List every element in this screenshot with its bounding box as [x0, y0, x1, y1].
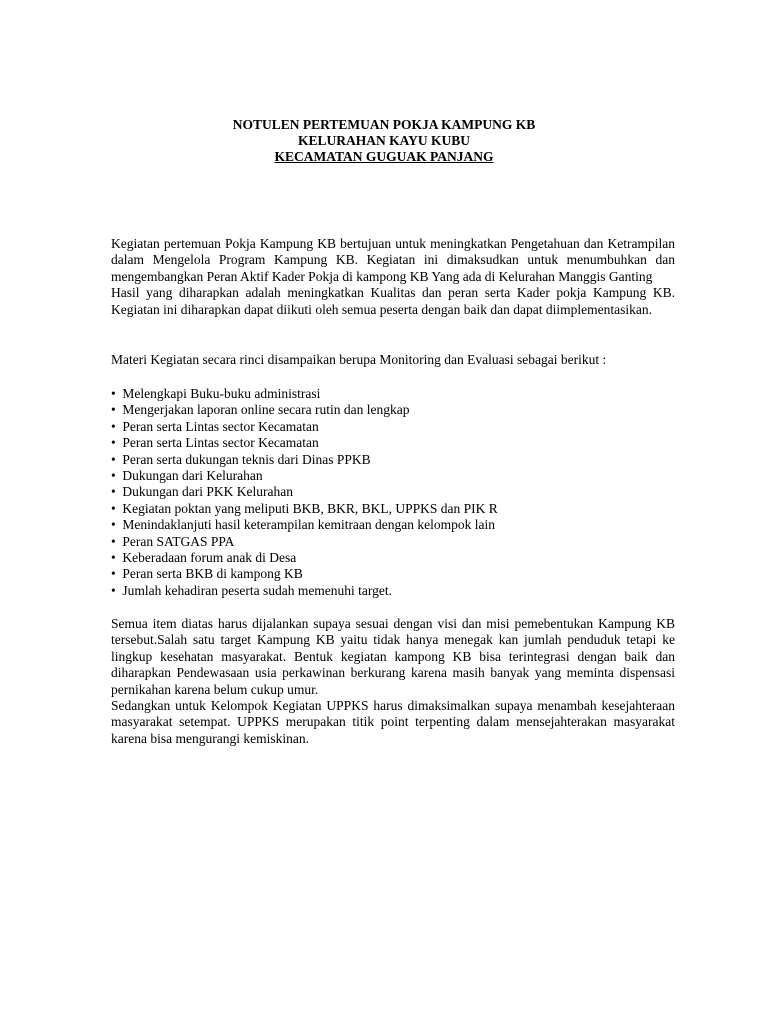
- list-item: • Dukungan dari PKK Kelurahan: [111, 484, 293, 500]
- bullet-icon: •: [111, 566, 116, 582]
- bullet-icon: •: [111, 435, 116, 451]
- intro-paragraph-2: Hasil yang diharapkan adalah meningkatkan Kualitas dan peran serta Kader pokja Kampung KB. Kegiatan ini diharapkan dapat diikuti oleh semua peserta dengan baik dan dapat diimplementasikan.: [111, 285, 675, 317]
- bullet-icon: •: [111, 386, 116, 401]
- bullet-icon: •: [111, 402, 116, 418]
- document-title: [0, 117, 768, 165]
- bullet-icon: •: [111, 533, 116, 549]
- title-line-2: KELURAHAN KAYU KUBU: [297, 133, 471, 148]
- closing-paragraph-1: Semua item diatas harus dijalankan supaya sesuai dengan visi dan misi pemebentukan Kampung KB tersebut.Salah satu target Kampung KB yaitu tidak hanya menegak kan jumlah penduduk tetapi ke lingkup kesehatan masyarakat. Bentuk kegiatan kampong KB bisa terintegrasi dengan baik dan diharapkan Pendewasaan usia perkawinan berkurang karena masih banyak yang meminta dispensasi pernikahan karena belum cukup umur.: [111, 616, 675, 697]
- list-item: • Menindaklanjuti hasil keterampilan kemitraan dengan kelompok lain: [111, 517, 496, 533]
- bullet-icon: •: [111, 468, 116, 484]
- list-item: • Peran serta Lintas sector Kecamatan: [111, 418, 319, 434]
- list-item: • Dukungan dari Kelurahan: [111, 468, 263, 484]
- intro-section: [111, 236, 675, 318]
- list-item: • Peran SATGAS PPA: [111, 533, 235, 549]
- bullet-icon: •: [111, 582, 116, 598]
- list-item: • Kegiatan poktan yang meliputi BKB, BKR, BKL, UPPKS dan PIK R: [111, 500, 498, 516]
- list-item: • Melengkapi Buku-buku administrasi: [111, 386, 321, 401]
- bullet-icon: •: [111, 500, 116, 516]
- bullet-icon: •: [111, 418, 116, 434]
- list-item: • Peran serta BKB di kampong KB: [111, 566, 303, 582]
- bullet-icon: •: [111, 484, 116, 500]
- title-line-1: NOTULEN PERTEMUAN POKJA KAMPUNG KB: [232, 117, 536, 132]
- materi-paragraph: Materi Kegiatan secara rinci disampaikan berupa Monitoring dan Evaluasi sebagai berikut :: [111, 352, 607, 367]
- bullet-icon: •: [111, 451, 116, 467]
- list-item: • Peran serta Lintas sector Kecamatan: [111, 435, 319, 451]
- closing-section: [111, 616, 675, 747]
- monitoring-list: [111, 386, 675, 599]
- bullet-icon: •: [111, 550, 116, 566]
- list-item: • Keberadaan forum anak di Desa: [111, 550, 297, 566]
- list-item: • Jumlah kehadiran peserta sudah memenuhi target.: [111, 582, 393, 598]
- closing-paragraph-2: Sedangkan untuk Kelompok Kegiatan UPPKS harus dimaksimalkan supaya menambah kesejahteraan masyarakat setempat. UPPKS merupakan titik point terpenting dalam mensejahterakan masyarakat karena bisa mengurangi kemiskinan.: [111, 698, 675, 746]
- list-item: • Peran serta dukungan teknis dari Dinas PPKB: [111, 451, 371, 467]
- title-line-3: KECAMATAN GUGUAK PANJANG: [274, 149, 494, 164]
- bullet-icon: •: [111, 517, 116, 533]
- intro-paragraph-1: Kegiatan pertemuan Pokja Kampung KB bertujuan untuk meningkatkan Pengetahuan dan Ketrampilan dalam Mengelola Program Kampung KB. Kegiatan ini dimaksudkan untuk menumbuhkan dan mengembangkan Peran Aktif Kader Pokja di kampong KB Yang ada di Kelurahan Manggis Ganting: [111, 236, 675, 284]
- list-item: • Mengerjakan laporan online secara rutin dan lengkap: [111, 402, 410, 418]
